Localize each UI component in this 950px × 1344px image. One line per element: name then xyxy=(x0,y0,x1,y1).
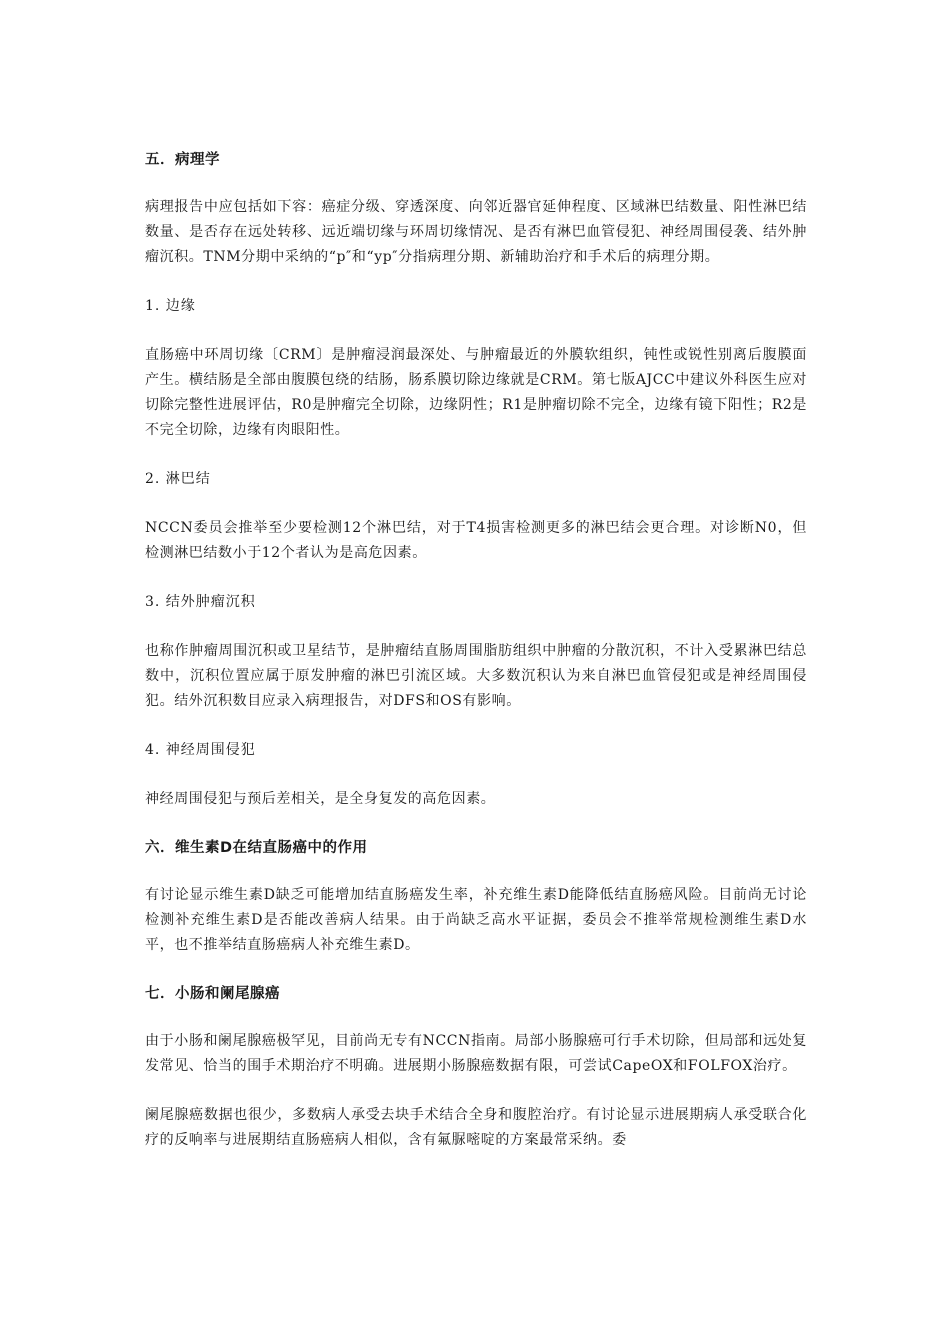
section-5-heading: 五．病理学 xyxy=(145,152,220,168)
section-5-2-paragraph: NCCN委员会推举至少要检测12个淋巴结，对于T4损害检测更多的淋巴结会更合理。对诊断N0，但检测淋巴结数小于12个者认为是高危因素。 xyxy=(145,520,807,561)
section-5-4-heading: 4. 神经周围侵犯 xyxy=(145,742,256,758)
document-page xyxy=(145,148,807,1177)
section-5-2-heading: 2. 淋巴结 xyxy=(145,471,211,487)
section-5-3-heading: 3. 结外肿瘤沉积 xyxy=(145,594,256,610)
section-7-paragraph-2: 阑尾腺癌数据也很少，多数病人承受去块手术结合全身和腹腔治疗。有讨论显示进展期病人承受联合化疗的反响率与进展期结直肠癌病人相似，含有氟脲嘧啶的方案最常采纳。委 xyxy=(145,1107,807,1148)
section-7-heading: 七．小肠和阑尾腺癌 xyxy=(145,986,280,1002)
section-5-1-paragraph: 直肠癌中环周切缘〔CRM〕是肿瘤浸润最深处、与肿瘤最近的外膜软组织，钝性或锐性别离后腹膜面产生。横结肠是全部由腹膜包绕的结肠，肠系膜切除边缘就是CRM。第七版AJCC中建议外科医生应对切除完整性进展评估，R0是肿瘤完全切除，边缘阴性；R1是肿瘤切除不完全，边缘有镜下阳性；R2是不完全切除，边缘有肉眼阳性。 xyxy=(145,347,807,438)
section-5-paragraph: 病理报告中应包括如下容：癌症分级、穿透深度、向邻近器官延伸程度、区域淋巴结数量、阳性淋巴结数量、是否存在远处转移、远近端切缘与环周切缘情况、是否有淋巴血管侵犯、神经周围侵袭、结外肿瘤沉积。TNM分期中采纳的“p″和“yp″分指病理分期、新辅助治疗和手术后的病理分期。 xyxy=(145,199,807,265)
section-5-1-heading: 1. 边缘 xyxy=(145,298,196,314)
section-7-paragraph-1: 由于小肠和阑尾腺癌极罕见，目前尚无专有NCCN指南。局部小肠腺癌可行手术切除，但局部和远处复发常见、恰当的围手术期治疗不明确。进展期小肠腺癌数据有限，可尝试CapeOX和FOLFOX治疗。 xyxy=(145,1033,807,1074)
section-6-paragraph: 有讨论显示维生素D缺乏可能增加结直肠癌发生率，补充维生素D能降低结直肠癌风险。目前尚无讨论检测补充维生素D是否能改善病人结果。由于尚缺乏高水平证据，委员会不推举常规检测维生素D水平，也不推举结直肠癌病人补充维生素D。 xyxy=(145,887,807,953)
section-5-4-paragraph: 神经周围侵犯与预后差相关，是全身复发的高危因素。 xyxy=(145,791,496,807)
section-6-heading: 六．维生素D在结直肠癌中的作用 xyxy=(145,840,368,856)
section-5-3-paragraph: 也称作肿瘤周围沉积或卫星结节，是肿瘤结直肠周围脂肪组织中肿瘤的分散沉积，不计入受累淋巴结总数中，沉积位置应属于原发肿瘤的淋巴引流区域。大多数沉积认为来自淋巴血管侵犯或是神经周围侵犯。结外沉积数目应录入病理报告，对DFS和OS有影响。 xyxy=(145,643,807,709)
